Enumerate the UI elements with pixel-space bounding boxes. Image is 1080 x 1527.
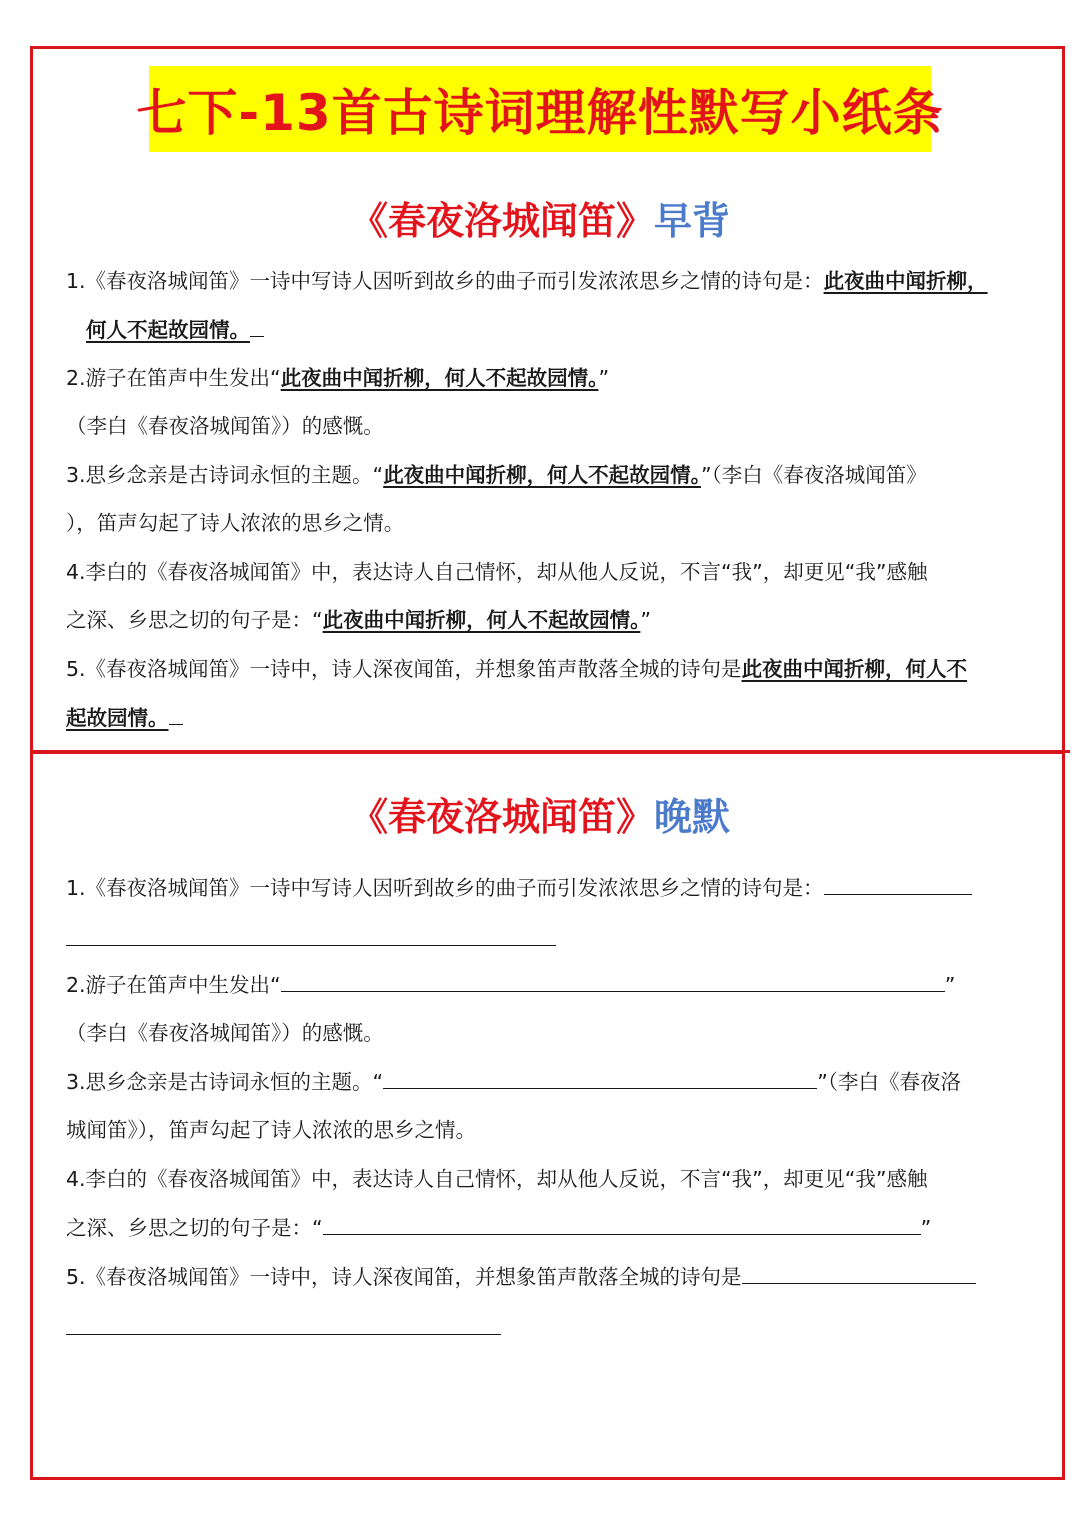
answer-blank[interactable] <box>281 969 945 992</box>
answer-blank[interactable] <box>323 1212 921 1235</box>
evening-q3: 3.思乡念亲是古诗词永恒的主题。“ ”（李白《春夜洛 <box>66 1066 961 1097</box>
evening-q2-cont: （李白《春夜洛城闻笛》）的感慨。 <box>66 1021 384 1045</box>
answer: 何人不起故园情。 <box>86 318 250 342</box>
title-banner <box>136 66 944 152</box>
evening-q1: 1.《春夜洛城闻笛》一诗中写诗人因听到故乡的曲子而引发浓浓思乡之情的诗句是： <box>66 872 972 903</box>
answer-blank[interactable] <box>383 1066 817 1089</box>
answer: 此夜曲中闻折柳，何人不 <box>741 657 968 681</box>
answer: 此夜曲中闻折柳，何人不起故园情。 <box>280 366 599 390</box>
morning-q2: 2.游子在笛声中生发出“此夜曲中闻折柳，何人不起故园情。” <box>66 366 610 390</box>
morning-q1-cont <box>86 314 264 345</box>
evening-q3-cont: 城闻笛》），笛声勾起了诗人浓浓的思乡之情。 <box>66 1118 476 1142</box>
evening-heading <box>0 786 1080 841</box>
top-section-border <box>30 46 1065 754</box>
morning-q1: 1.《春夜洛城闻笛》一诗中写诗人因听到故乡的曲子而引发浓浓思乡之情的诗句是：此夜曲中闻折柳， <box>66 269 988 293</box>
morning-q5-cont <box>66 702 183 733</box>
page-title: 七下-13首古诗词理解性默写小纸条 <box>136 84 944 142</box>
morning-q4: 4.李白的《春夜洛城闻笛》中，表达诗人自己情怀，却从他人反说，不言“我”，却更见“我”感触 <box>66 560 928 584</box>
evening-poem-title: 《春夜洛城闻笛》 <box>349 795 654 839</box>
morning-q5: 5.《春夜洛城闻笛》一诗中，诗人深夜闻笛，并想象笛声散落全城的诗句是此夜曲中闻折柳，何人不 <box>66 657 968 681</box>
morning-q4-cont: 之深、乡思之切的句子是：“此夜曲中闻折柳，何人不起故园情。” <box>66 608 651 632</box>
answer: 此夜曲中闻折柳，何人不起故园情。 <box>322 608 641 632</box>
answer-blank-line[interactable] <box>66 1334 501 1335</box>
morning-q2-cont: （李白《春夜洛城闻笛》）的感慨。 <box>66 414 384 438</box>
answer: 此夜曲中闻折柳，何人不起故园情。 <box>383 463 701 487</box>
answer: 起故园情。 <box>66 706 169 730</box>
evening-q2: 2.游子在笛声中生发出“ ” <box>66 969 955 1000</box>
answer-blank[interactable] <box>742 1261 976 1284</box>
morning-poem-title: 《春夜洛城闻笛》 <box>349 199 654 243</box>
morning-q3: 3.思乡念亲是古诗词永恒的主题。“此夜曲中闻折柳，何人不起故园情。”（李白《春夜洛城闻笛》 <box>66 463 927 487</box>
morning-mode-label: 早背 <box>654 199 731 243</box>
answer: 此夜曲中闻折柳， <box>823 269 988 293</box>
evening-q4-cont: 之深、乡思之切的句子是：“ ” <box>66 1212 931 1243</box>
morning-q3-cont: ），笛声勾起了诗人浓浓的思乡之情。 <box>66 511 405 535</box>
answer-blank-line[interactable] <box>66 945 556 946</box>
morning-heading <box>0 190 1080 245</box>
evening-q4: 4.李白的《春夜洛城闻笛》中，表达诗人自己情怀，却从他人反说，不言“我”，却更见“我”感触 <box>66 1167 928 1191</box>
answer-blank[interactable] <box>824 872 972 895</box>
evening-mode-label: 晚默 <box>654 795 731 839</box>
evening-q5: 5.《春夜洛城闻笛》一诗中，诗人深夜闻笛，并想象笛声散落全城的诗句是 <box>66 1261 976 1292</box>
